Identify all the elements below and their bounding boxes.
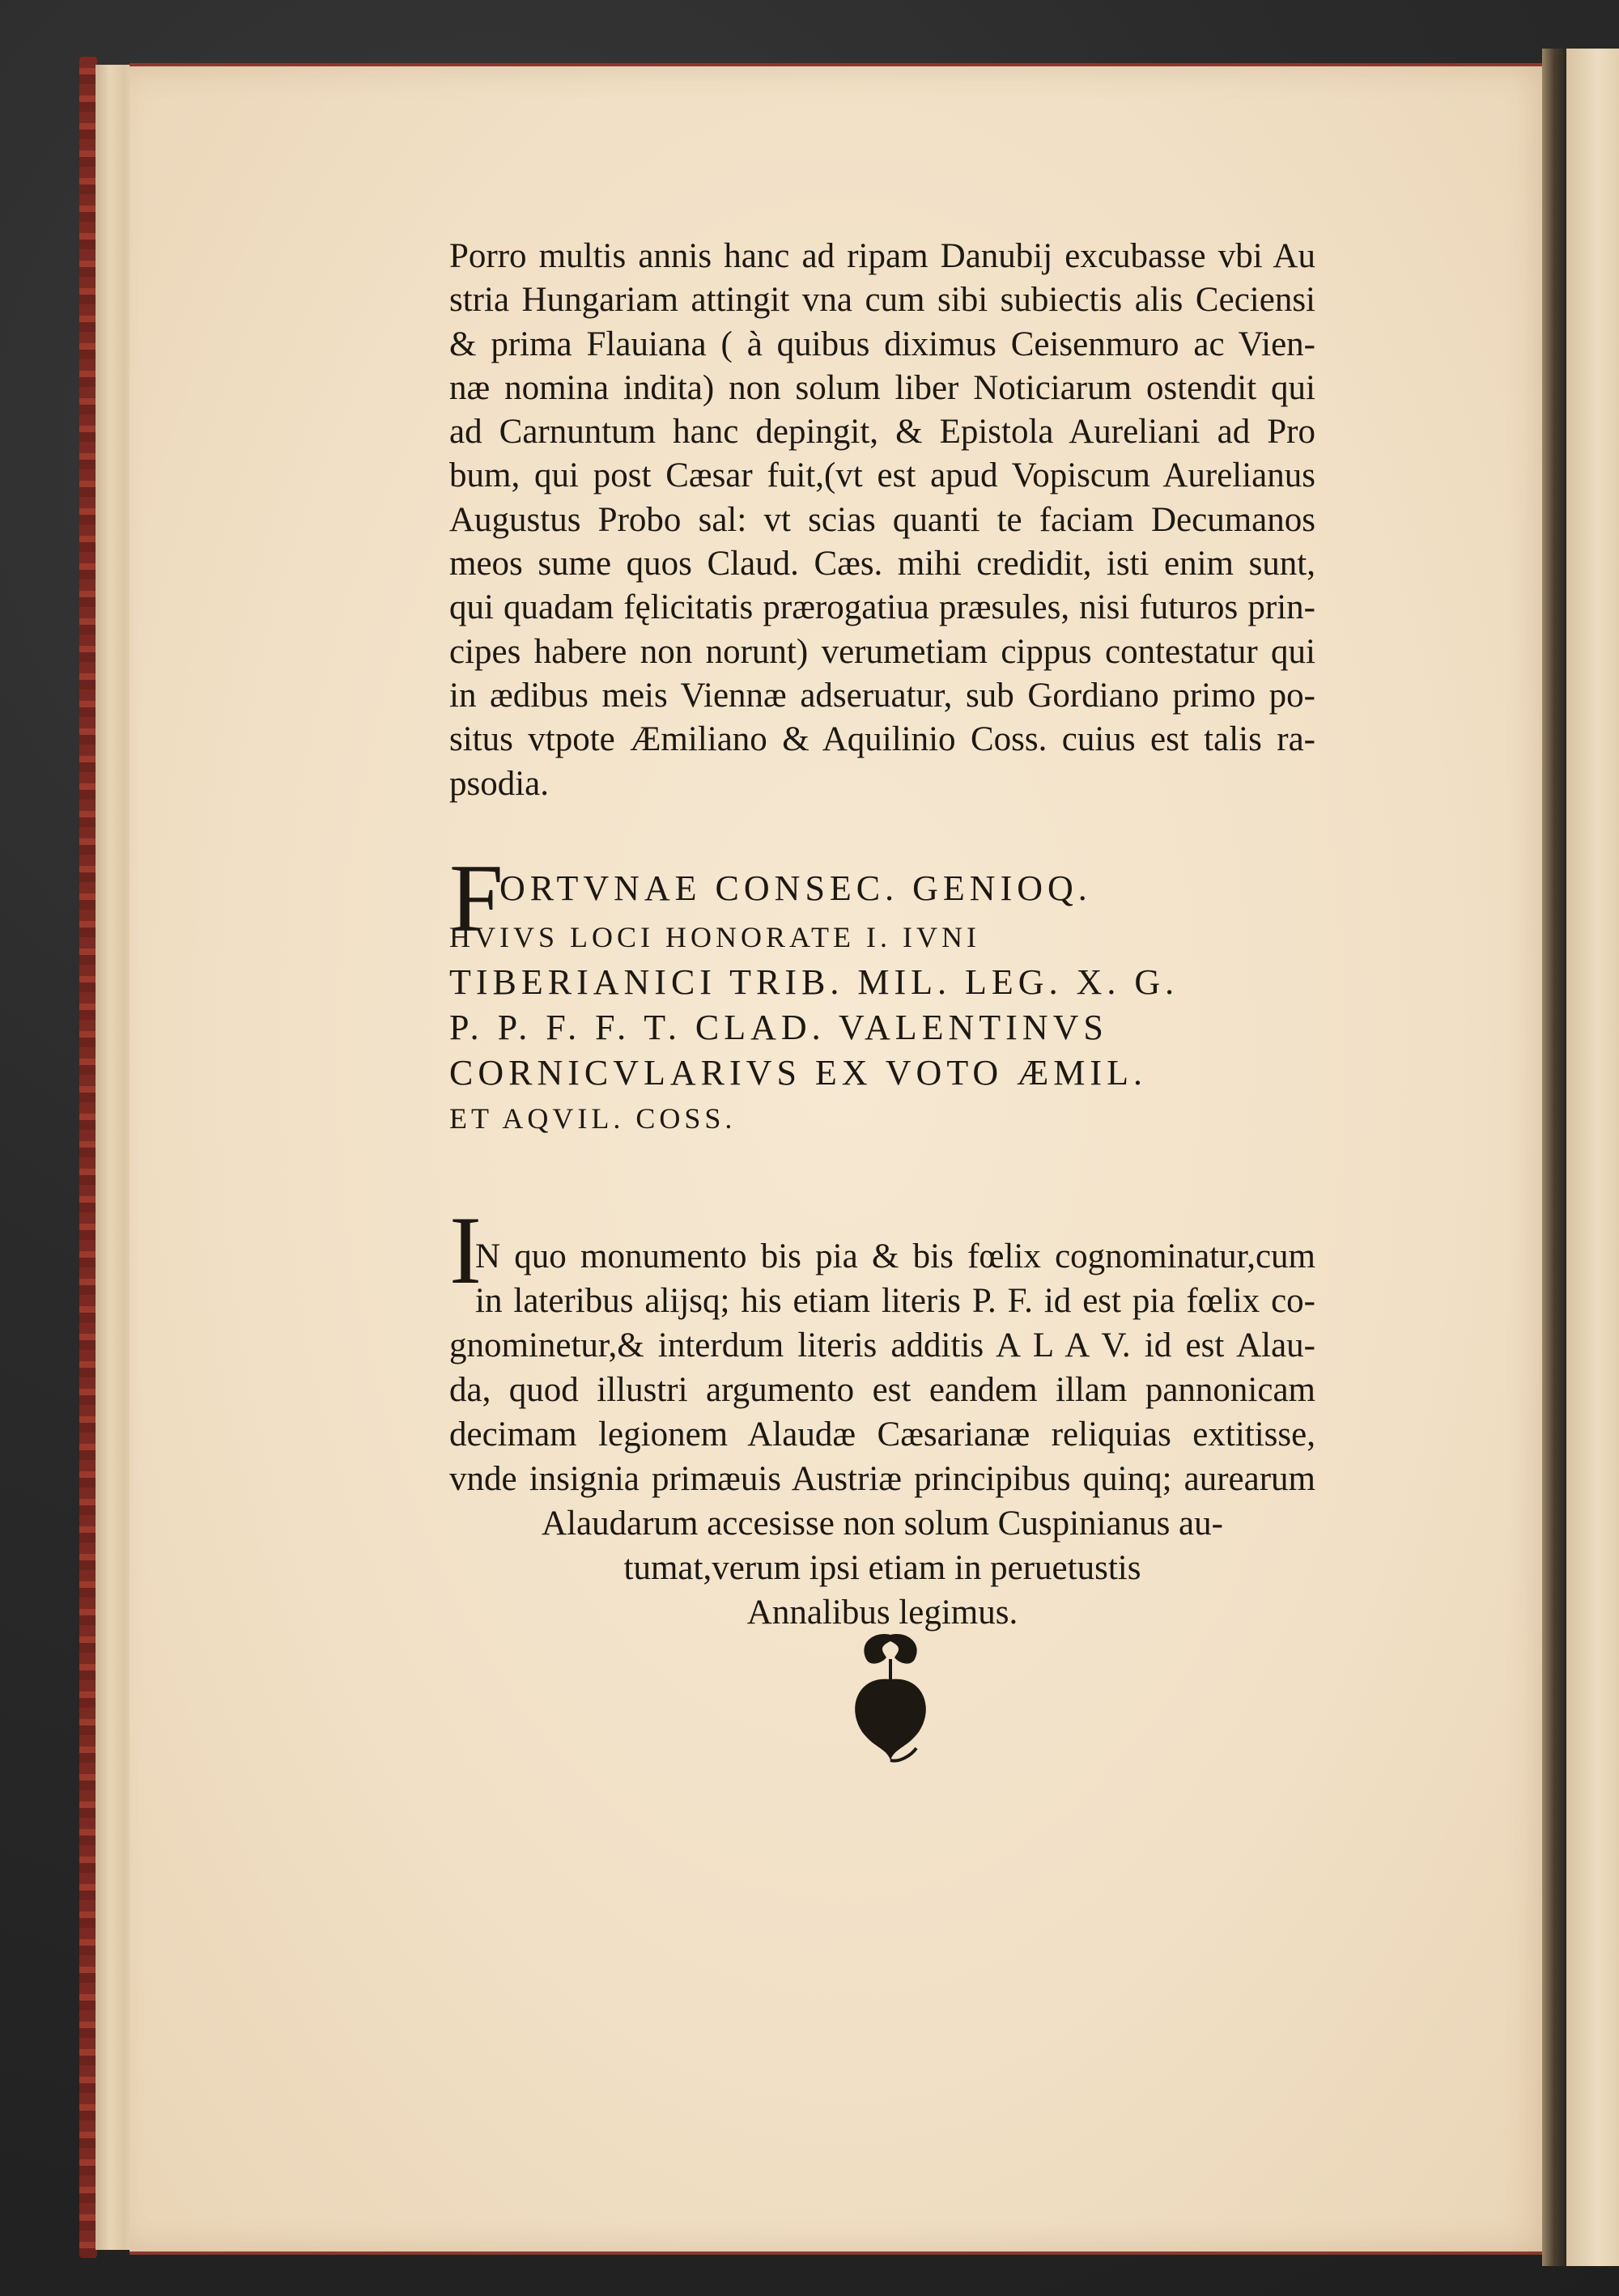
inscription-line: CORNICVLARIVS EX VOTO ÆMIL. — [449, 1053, 1147, 1093]
binding-edge — [79, 57, 97, 2258]
inscription-line: ET AQVIL. COSS. — [449, 1102, 737, 1135]
text-line: Alaudarum accesisse non solum Cuspinianus au- — [542, 1504, 1223, 1543]
paragraph-2-initial: I — [449, 1196, 482, 1304]
inscription — [449, 866, 1259, 1141]
text-line: qui quadam fęlicitatis prærogatiua præsules, nisi futuros prin- — [449, 588, 1315, 627]
text-line: ad Carnuntum hanc depingit, & Epistola Aureliani ad Pro — [449, 413, 1315, 452]
text-line: vnde insignia primæuis Austriæ principibus quinq; aurearum — [449, 1460, 1315, 1498]
text-line: meos sume quos Claud. Cæs. mihi credidit, isti enim sunt, — [449, 545, 1315, 584]
inscription-initial: F — [449, 844, 504, 952]
text-line: da, quod illustri argumento est eandem illam pannonicam — [449, 1371, 1315, 1409]
text-line: in lateribus alijsq; his etiam literis P. F. id est pia fœlix co- — [475, 1282, 1315, 1320]
book-gutter — [1542, 49, 1566, 2266]
text-line: bum, qui post Cæsar fuit,(vt est apud Vopiscum Aurelianus — [449, 456, 1315, 495]
text-line: decimam legionem Alaudæ Cæsarianæ reliquias extitisse, — [449, 1415, 1315, 1454]
text-line: & prima Flauiana ( à quibus diximus Ceisenmuro ac Vien- — [449, 325, 1315, 363]
inscription-line: P. P. F. F. T. CLAD. VALENTINVS — [449, 1008, 1108, 1047]
text-line: Porro multis annis hanc ad ripam Danubij excubasse vbi Au — [449, 237, 1315, 275]
text-line: N quo monumento bis pia & bis fœlix cognominatur,cum — [475, 1237, 1315, 1275]
text-line: tumat,verum ipsi etiam in peruetustis — [623, 1549, 1141, 1587]
text-line: stria Hungariam attingit vna cum sibi subiectis alis Ceciensi — [449, 281, 1315, 320]
text-line: situs vtpote Æmiliano & Aquilinio Coss. cuius est talis ra- — [449, 720, 1315, 759]
text-line: Annalibus legimus. — [746, 1594, 1018, 1632]
text-line: næ nomina indita) non solum liber Noticiarum ostendit qui — [449, 368, 1315, 407]
facing-page-edge — [1566, 49, 1619, 2266]
inscription-line: ORTVNAE CONSEC. GENIOQ. — [499, 868, 1092, 908]
text-line: gnominetur,& interdum literis additis A L A V. id est Alau- — [449, 1326, 1315, 1364]
inscription-line: HVIVS LOCI HONORATE I. IVNI — [449, 921, 980, 953]
paragraph-1 — [449, 235, 1315, 806]
fleuron-leaf-icon — [842, 1627, 939, 1764]
paragraph-2 — [449, 1234, 1315, 1635]
inscription-line: TIBERIANICI TRIB. MIL. LEG. X. G. — [449, 962, 1179, 1002]
text-line: psodia. — [449, 764, 550, 803]
text-line: cipes habere non norunt) verumetiam cippus contestatur qui — [449, 632, 1315, 671]
text-line: in ædibus meis Viennæ adseruatur, sub Gordiano primo po- — [449, 676, 1315, 715]
text-line: Augustus Probo sal: vt scias quanti te faciam Decumanos — [449, 500, 1315, 539]
